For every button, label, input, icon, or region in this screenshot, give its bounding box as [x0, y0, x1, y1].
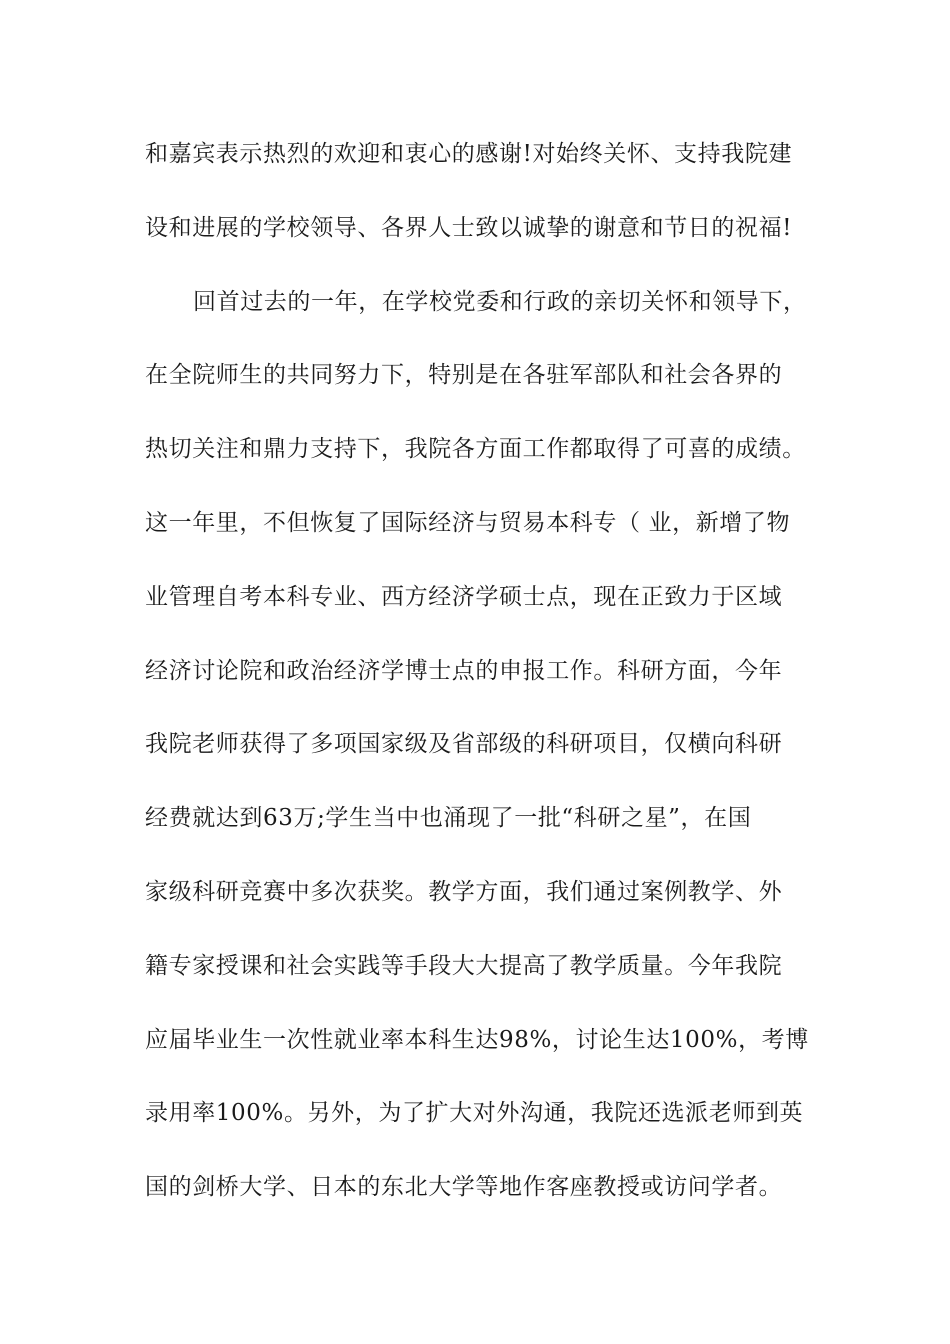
text-line: 和嘉宾表示热烈的欢迎和衷心的感谢!对始终关怀、支持我院建	[145, 141, 793, 167]
body-text	[145, 135, 835, 1242]
text-line: 国的剑桥大学、日本的东北大学等地作客座教授或访问学者。	[145, 1174, 783, 1201]
text-line: 录用率100%。另外，为了扩大对外沟通，我院还选派老师到英	[145, 1100, 804, 1127]
text-line: 我院老师获得了多项国家级及省部级的科研项目，仅横向科研	[145, 731, 783, 758]
text-line: 籍专家授课和社会实践等手段大大提高了教学质量。今年我院	[145, 952, 783, 979]
text-line: 热切关注和鼎力支持下，我院各方面工作都取得了可喜的成绩。	[145, 436, 806, 463]
text-line: 设和进展的学校领导、各界人士致以诚挚的谢意和节日的祝福!	[145, 214, 793, 241]
text-line: 这一年里，不但恢复了国际经济与贸易本科专（ 业，新增了物	[145, 509, 791, 536]
text-line: 经费就达到63万;学生当中也涌现了一批“科研之星”，在国	[145, 805, 752, 832]
text-line: 业管理自考本科专业、西方经济学硕士点，现在正致力于区域	[145, 583, 783, 610]
text-line: 经济讨论院和政治经济学博士点的申报工作。科研方面，今年	[145, 657, 783, 684]
text-line: 在全院师生的共同努力下，特别是在各驻军部队和社会各界的	[145, 362, 783, 389]
paragraph-start-line: 回首过去的一年，在学校党委和行政的亲切关怀和领导下，	[193, 288, 807, 315]
text-line: 家级科研竞赛中多次获奖。教学方面，我们通过案例教学、外	[145, 878, 783, 905]
text-line: 应届毕业生一次性就业率本科生达98%，讨论生达100%，考博	[145, 1026, 809, 1053]
